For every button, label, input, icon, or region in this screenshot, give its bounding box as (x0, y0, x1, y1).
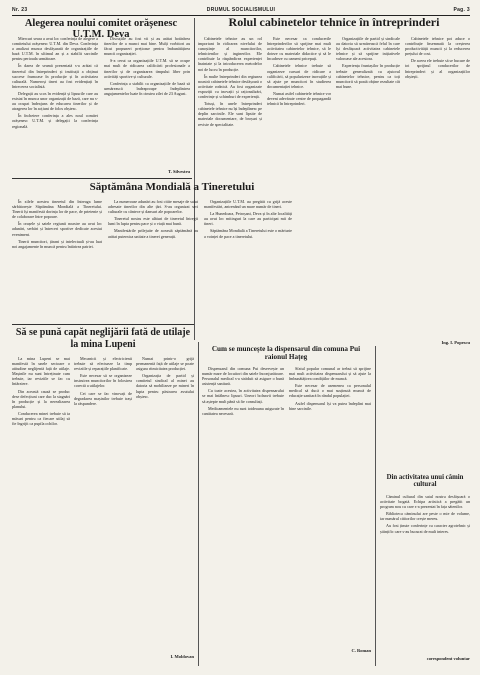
paragraph: Cu toate acestea, în activitatea dispensarului se mai întâlnesc lipsuri. Uneori bolnavii trebuie să aștepte mult până să fie consultați. (202, 388, 284, 404)
article-lupeni-col2 (74, 356, 132, 661)
article-cabinete-col3 (336, 36, 400, 336)
paragraph: Tineretul nostru este alături de tineretul întregii lumi în lupta pentru pace și o viață mai bună. (108, 216, 198, 227)
paragraph: Organizațiile U.T.M. au pregătit cu grijă aceste manifestări, antrenând un mare număr de tineri. (204, 199, 292, 210)
paragraph: Discuțiile au fost vii și au arătat hotărârea tinerilor de a munci mai bine. Mulți vorbitori au făcut propuneri prețioase pentru îmbunătățirea muncii organizației. (104, 36, 190, 57)
paragraph: Astfel dispensarul își va putea îndeplini mai bine sarcinile. (289, 400, 371, 411)
paragraph: Cabinetele tehnice au un rol important în ridicarea nivelului de cunoștințe al muncitorilor, tehnicienilor și inginerilor. Ele contribuie la răspândirea experienței înaintate și la introducerea metodelor noi de lucru în producție. (198, 36, 262, 72)
paragraph: La numeroase adunări au fost citite mesaje de salut adresate tinerilor din alte țări. S-au organizat seri culturale cu cântece și dansuri ale popoarelor. (108, 199, 198, 215)
section-rule (12, 178, 192, 179)
paragraph: Cabinetele tehnice pot aduce o contribuție însemnată la creșterea productivității muncii și la reducerea prețului de cost. (405, 36, 470, 57)
article-lupeni-col1 (12, 356, 70, 661)
paragraph: În zilele acestea tineretul din întreaga lume sărbătorește Săptămâna Mondială a Tineretului. Tinerii își manifestă dorința lor de pace, de prietenie și de colaborare între popoare. (12, 199, 102, 220)
paragraph: Căminul cultural din satul nostru desfășoară o activitate bogată. Echipa artistică a pregătit un program nou cu care s-a prezentat în fața sătenilor. (380, 494, 470, 510)
column-rule (198, 342, 199, 666)
paragraph: De aceea ele trebuie să se bucure de tot sprijinul conducerilor de întreprinderi și al organizațiilor obștești. (405, 58, 470, 79)
paragraph: Miercuri seara a avut loc conferința de alegere a comitetului orășenesc U.T.M. din Deva. Conferința a analizat munca desfășurată de organizațiile de bază U.T.M. în ultimul an și a stabilit sarcinile pentru perioada următoare. (12, 36, 98, 62)
paragraph: Cabinetele tehnice trebuie să organizeze cursuri de ridicare a calificării, să popularizeze inovațiile și să ajute pe muncitori în studierea documentației tehnice. (267, 63, 331, 89)
article-saptamana-col1 (12, 199, 102, 319)
paragraph: Este necesar de asemenea ca personalul medical să ducă o mai susținută muncă de educație sanitară în rândul populației. (289, 383, 371, 399)
paragraph: Conducerea minei trebuie să ia măsuri pentru ca fiecare utilaj să fie îngrijit ca pupila ochilor. (12, 410, 70, 427)
article-dispensar-col1 (202, 366, 284, 656)
article-alegerea-col1 (12, 36, 98, 176)
article-saptamana-col2 (108, 199, 198, 319)
section-rule (12, 324, 194, 325)
paragraph: Experiența fruntașilor în producție trebuie generalizată cu ajutorul cabinetelor tehnice, pentru ca toți muncitorii să poată obține rezultate cât mai bune. (336, 63, 400, 89)
page-number: Pag. 3 (453, 7, 470, 13)
signature-dispensar: C. Roman (351, 648, 371, 653)
paragraph: Din această cauză se produc dese defecțiuni care duc la stagnări în producție și la nerealizarea planului. (12, 388, 70, 409)
signature-lupeni: I. Moldovan (170, 654, 194, 659)
paragraph: Este necesar să se organizeze instruirea muncitorilor în folosirea corectă a utilajelor. (74, 373, 132, 389)
paragraph: Manifestările prilejuite de această săptămână au arătat puternica unitate a tinerei generații. (108, 228, 198, 239)
paragraph: Au fost ținute conferințe cu caracter agrotehnic și științific care s-au bucurat de mult interes. (380, 523, 470, 534)
paragraph: Numai astfel cabinetele tehnice vor deveni adevărate centre de propagandă tehnică în întreprinderi. (267, 90, 331, 107)
article-alegerea-col2 (104, 36, 190, 168)
article-cabinete-col4 (405, 36, 470, 336)
newspaper-page (12, 6, 470, 668)
paragraph: În darea de seamă prezentată s-a arătat că tineretul din întreprinderi și instituții a obținut succese frumoase în producție și în activitatea culturală. Numeroși tineri au fost evidențiați în întrecerea socialistă. (12, 63, 98, 89)
article-saptamana-col3 (204, 199, 292, 319)
headline-lupeni: Să se pună capăt neglijării fată de utilaje (15, 327, 191, 338)
paragraph: În orașele și satele regiunii noastre au avut loc adunări, serbări și întreceri sportive dedicate acestui eveniment. (12, 221, 102, 237)
headline-saptamana: Săptămâna Mondială a Tineretului (89, 181, 255, 193)
newspaper-name: DRUMUL SOCIALISMULUI (206, 7, 276, 13)
paragraph: S-a cerut ca organizațiile U.T.M. să se ocupe mai mult de ridicarea calificării profesionale a tinerilor și de organizarea timpului liber prin activități sportive și culturale. (104, 58, 190, 79)
paragraph: Dispensarul din comuna Pui deservește un număr mare de locuitori din satele înconjurătoare. Personalul medical s-a străduit să asigure o bună asistență sanitară. (202, 366, 284, 387)
paragraph: Săptămâna Mondială a Tineretului este o mărturie a voinței de pace a tineretului. (204, 228, 292, 239)
paragraph: În multe întreprinderi din regiunea noastră cabinetele tehnice desfășoară o activitate rodnică. Au fost organizate expoziții cu inovații și raționalizări, conferințe și schimburi de experiență. (198, 73, 262, 100)
column-rule (375, 346, 376, 666)
headline-alegerea: Alegerea noului comitet orășenesc U.T.M. Deva (24, 18, 178, 41)
headline-dispensar: Cum se muncește la dispensarul din comuna Pui raionul Hațeg (211, 345, 361, 361)
paragraph: Totuși, în unele întreprinderi cabinetele tehnice nu își îndeplinesc pe deplin sarcinile. Ele sunt lipsite de materiale documentare, de broșuri și reviste de specialitate. (198, 101, 262, 127)
article-dispensar-col2 (289, 366, 371, 646)
paragraph: Conferința a stabilit ca organizațiile de bază să urmărească îndeaproape îndeplinirea angajamentelor luate în cinstea zilei de 23 August. (104, 80, 190, 96)
issue-number: Nr. 23 (12, 7, 28, 13)
paragraph: Tinerii muncitori, țărani și intelectuali și-au luat noi angajamente în muncă pentru întărirea patriei. (12, 238, 102, 249)
paragraph: Delegații au scos în evidență și lipsurile care au existat în munca unor organizații de bază, care nu s-au ocupat îndeajuns de educarea tinerilor și de atragerea lor în acțiuni de folos obștesc. (12, 90, 98, 112)
paragraph: În încheiere conferința a ales noul comitet orășenesc U.T.M. și delegații la conferința regională. (12, 113, 98, 129)
paragraph: La mina Lupeni se mai manifestă în unele sectoare o atitudine neglijentă față de utilaje. Mașinile nu sunt întreținute cum trebuie, iar reviziile se fac cu întârziere. (12, 356, 70, 387)
signature-cabinete: Ing. I. Popescu (441, 340, 470, 345)
headline-cabinete: Rolul cabinetelor tehnice în întreprinderi (228, 15, 440, 29)
article-lupeni-col3 (136, 356, 194, 651)
paragraph: Mecanicii și electricienii trebuie să efectueze la timp reviziile și reparațiile planificate. (74, 356, 132, 372)
paragraph: Cei care se fac vinovați de degradarea mașinilor trebuie trași la răspundere. (74, 390, 132, 406)
paragraph: Biblioteca căminului are peste o mie de volume, iar numărul cititorilor crește mereu. (380, 511, 470, 522)
paragraph: Organizațiile de partid și sindicale au datoria să urmărească felul în care își desfășoară activitatea cabinetele tehnice și să sprijine inițiativele valoroase ale acestora. (336, 36, 400, 62)
signature-camin: corespondent voluntar (426, 656, 470, 661)
paragraph: Sfatul popular comunal ar trebui să sprijine mai mult activitatea dispensarului și să ajute la îmbunătățirea condițiilor de muncă. (289, 366, 371, 382)
paragraph: La Hunedoara, Petroșani, Deva și în alte localități au avut loc mitinguri la care au participat mii de tineri. (204, 211, 292, 227)
headline-camin: Din activitatea unui cămin cultural (386, 474, 464, 489)
paragraph: Organizația de partid și comitetul sindical al minei au datoria să mobilizeze pe mineri în lupta pentru păstrarea avutului obștesc. (136, 373, 194, 399)
subheadline-lupeni: la mina Lupeni (70, 339, 136, 350)
signature-alegerea: T. Silvestru (168, 169, 190, 174)
paragraph: Medicamentele nu sunt totdeauna asigurate în cantitatea necesară. (202, 405, 284, 416)
article-camin-body (380, 494, 470, 654)
paragraph: Este necesar ca conducerile întreprinderilor să sprijine mai mult activitatea cabinetelor tehnice, să le doteze cu materiale didactice și să le încadreze cu oameni pricepuți. (267, 36, 331, 62)
paragraph: Numai printr-o grijă permanentă față de utilaje se poate asigura ritmicitatea producției. (136, 356, 194, 372)
